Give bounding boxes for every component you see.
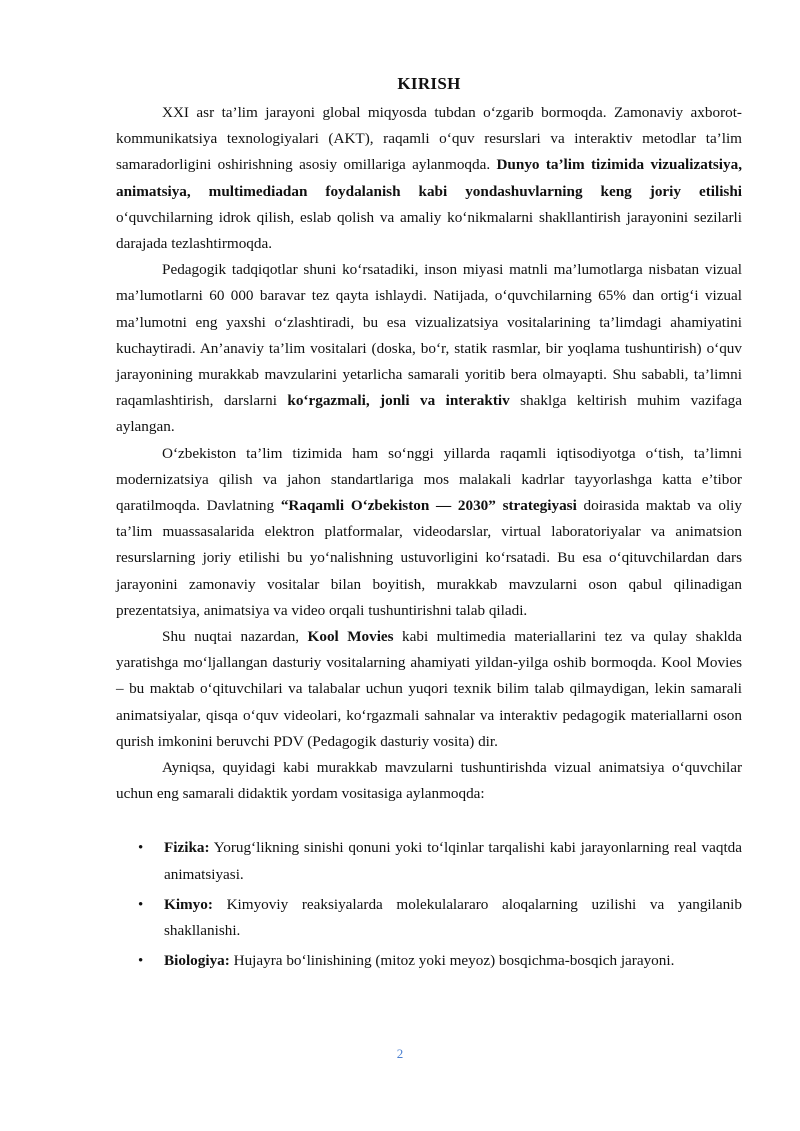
topic-list [116,835,742,974]
paragraph-1 [116,100,742,257]
paragraph-2-bold: ko‘rgazmali, jonli va interaktiv [287,392,510,410]
bullet-icon: • [138,840,144,857]
paragraph-4-text-c: kabi multimedia materiallarini tez va qulay shaklda yaratishga mo‘ljallangan dasturiy vositalarning ahamiyati yildan-yilga oshib bormoqda. Kool Movies – bu maktab o‘qituvchilari va talabalar uchun yuqori texnik bilim talab qilmaydigan, lekin samarali animatsiyalar, qisqa o‘quv videolari, ko‘rgazmali sahnalar va interaktiv pedagogik materiallarni oson qurish imkonini beruvchi PDV (Pedagogik dasturiy vosita) dir. [116,628,742,750]
paragraph-1-text-a: XXI asr ta’lim jarayoni global miqyosda tubdan o‘zgarib bormoqda. Zamonaviy axborot-kommunikatsiya texnologiyalari (AKT), raqamli o‘quv resurslari va interaktiv metodlar ta’lim samaradorligini oshirishning asosiy omillariga aylanmoqda. [116,104,742,174]
paragraph-3 [116,441,742,624]
list-item-label: Kimyo: [164,895,213,913]
paragraph-3-text-a: O‘zbekiston ta’lim tizimida ham so‘nggi yillarda raqamli iqtisodiyotga o‘tish, ta’limni modernizatsiya qilish va jahon standartlariga mos malakali kadrlar tayyorlashga katta e’tibor qaratilmoqda. Davlatning [116,444,742,515]
paragraph-2-text-a: Pedagogik tadqiqotlar shuni ko‘rsatadiki, inson miyasi matnli ma’lumotlarga nisbatan vizual ma’lumotlarni 60 000 baravar tez qayta ishlaydi. Natijada, o‘quvchilarning 65% dan ortig‘i vizual ma’lumotni eng yaxshi o‘zlashtiradi, bu esa vizualizatsiya vositalarining ta’limdagi ahamiyatini kuchaytiradi. An’anaviy ta’lim vositalari (doska, bo‘r, statik rasmlar, bir yoqlama tushuntirish) o‘quv jarayonining murakkab mavzularini yetarlicha samarali yoritib bera olmayapti. Shu sababli, ta’limni raqamlashtirish, darslarni [116,261,742,410]
paragraph-5 [116,755,742,807]
page-number: 2 [396,1046,404,1061]
list-item-label: Biologiya: [164,952,230,970]
paragraph-2-text-c: shaklga keltirish muhim vazifaga aylangan. [116,392,742,436]
list-item-text: Yorug‘likning sinishi qonuni yoki to‘lqinlar tarqalishi kabi jarayonlarning real vaqtda animatsiyasi. [164,839,742,883]
paragraph-3-bold: “Raqamli O‘zbekiston — 2030” strategiyasi [280,497,577,515]
list-item [116,892,742,944]
list-item [116,835,742,887]
list-item [116,948,742,974]
bullet-icon: • [138,953,144,970]
paragraph-5-text-a: Ayniqsa, quyidagi kabi murakkab mavzularni tushuntirishda vizual animatsiya o‘quvchilar uchun eng samarali didaktik yordam vositasiga aylanmoqda: [116,759,742,803]
paragraph-1-bold: Dunyo ta’lim tizimida vizualizatsiya, animatsiya, multimediadan foydalanish kabi yondashuvlarning keng joriy etilishi [116,156,742,200]
paragraph-4-bold: Kool Movies [307,628,394,646]
document-page [116,74,742,979]
paragraph-3-text-c: doirasida maktab va oliy ta’lim muassasalarida elektron platformalar, videodarslar, virtual laboratoriyalar va animatsion resurslarning joriy etilishi bu yo‘nalishning ustuvorligini ko‘rsatadi. Bu esa o‘qituvchilardan dars jarayonini zamonaviy vositalar bilan boyitish, murakkab mavzularni oson qabul qilinadigan prezentatsiya, animatsiya va video orqali tushuntirishni talab qiladi. [116,497,742,619]
list-item-text: Kimyoviy reaksiyalarda molekulalararo aloqalarning uzilishi va yangilanib shakllanishi. [164,895,742,940]
paragraph-1-text-c: o‘quvchilarning idrok qilish, eslab qolish va amaliy ko‘nikmalarni shakllantirish jarayonini sezilarli darajada tezlashtirmoqda. [116,208,742,253]
section-title: KIRISH [397,74,461,93]
bullet-icon: • [138,896,144,913]
list-item-text: Hujayra bo‘linishining (mitoz yoki meyoz) bosqichma-bosqich jarayoni. [229,952,675,970]
list-item-label: Fizika: [164,839,210,857]
paragraph-4 [116,624,742,755]
paragraph-4-text-a: Shu nuqtai nazardan, [162,628,308,646]
paragraph-2 [116,257,742,440]
